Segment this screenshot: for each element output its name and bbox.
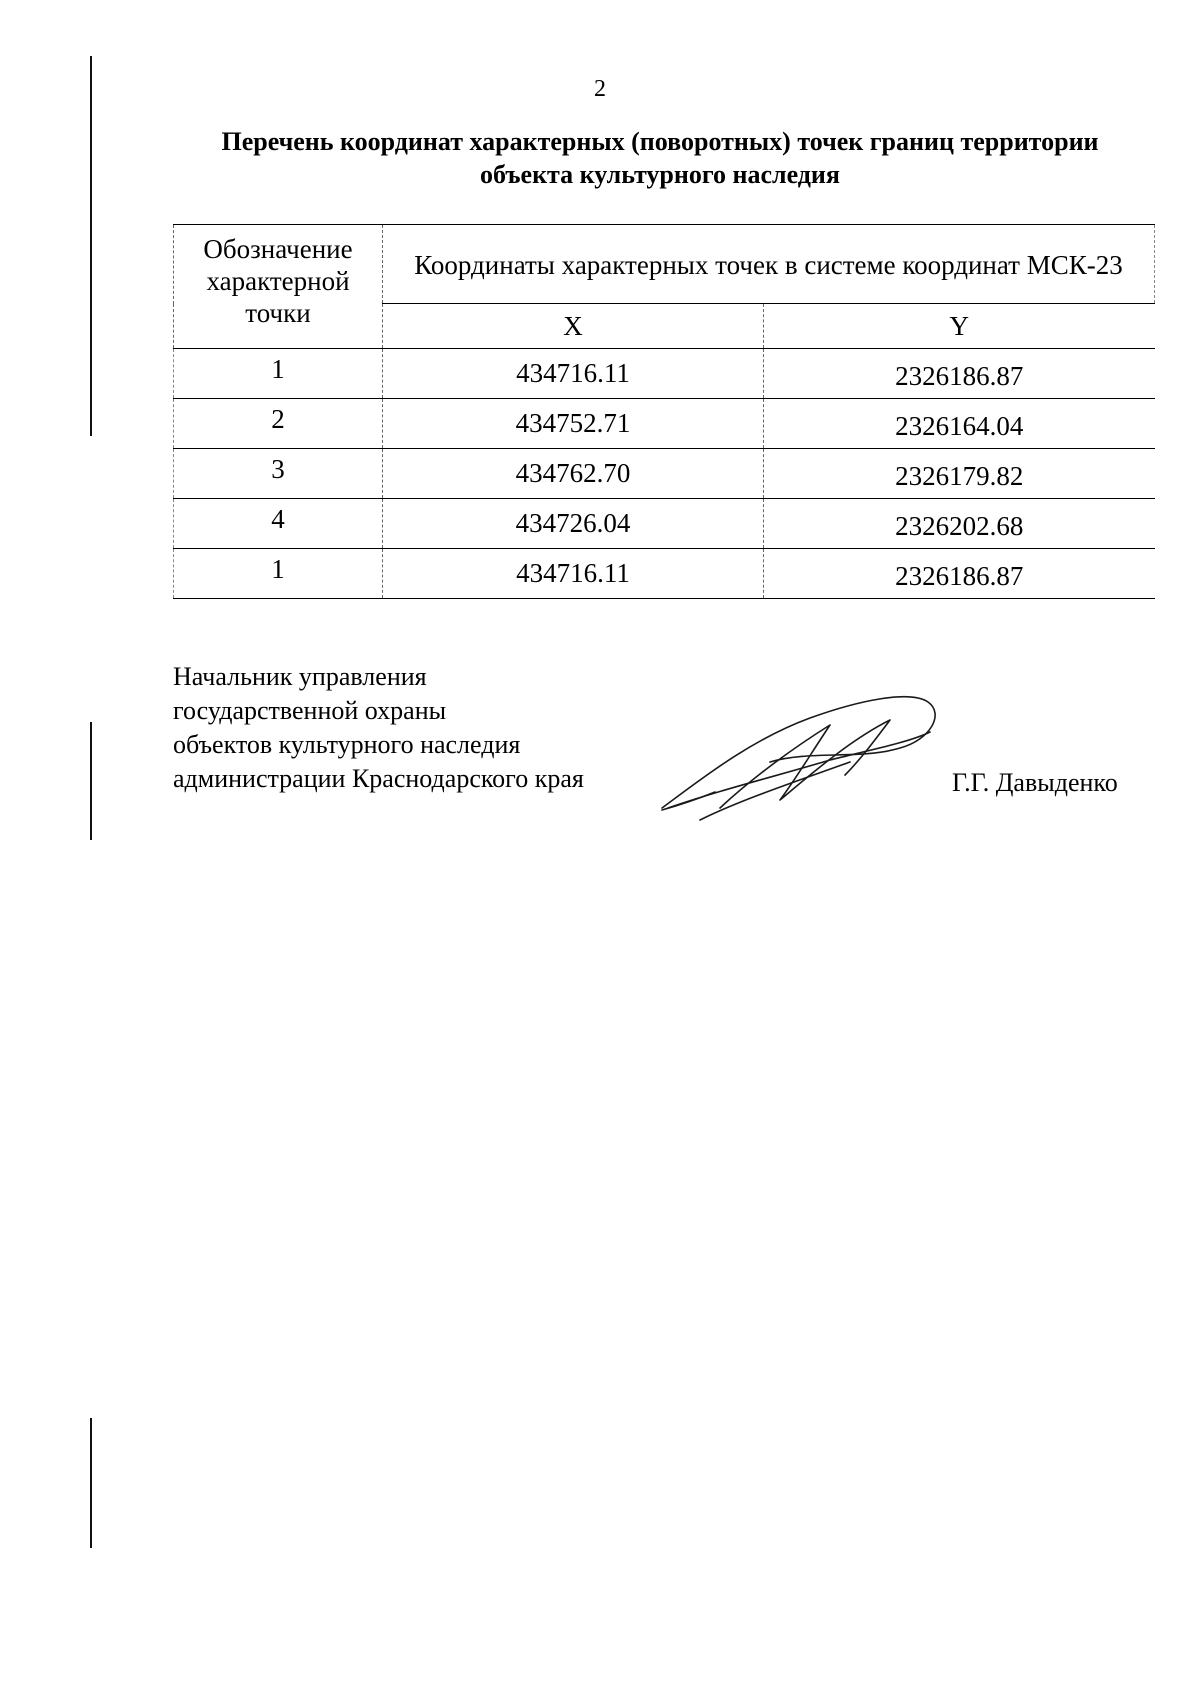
cell-x: 434752.71 (383, 399, 764, 449)
header-x: X (383, 304, 764, 349)
handwritten-signature (660, 680, 950, 830)
signer-name: Г.Г. Давыденко (952, 768, 1118, 797)
header-y: Y (764, 304, 1155, 349)
scan-margin-line (90, 722, 92, 840)
cell-y: 2326164.04 (764, 399, 1155, 449)
signatory-position (173, 660, 584, 796)
cell-x: 434716.11 (383, 549, 764, 599)
position-line: объектов культурного наследия (173, 730, 521, 759)
document-title-line-2: объекта культурного наследия (480, 159, 840, 189)
cell-y: 2326186.87 (764, 549, 1155, 599)
cell-point: 3 (174, 449, 383, 499)
cell-point: 4 (174, 499, 383, 549)
cell-y: 2326179.82 (764, 449, 1155, 499)
table-row (174, 449, 1155, 499)
scan-margin-line (90, 56, 92, 436)
position-line: государственной охраны (173, 696, 447, 725)
cell-x: 434726.04 (383, 499, 764, 549)
document-title-line-1: Перечень координат характерных (поворотных) точек границ территории (221, 127, 1099, 156)
header-point-designation: Обозначение характерной точки (174, 225, 383, 349)
position-line: Начальник управления (173, 662, 427, 691)
coordinates-table (173, 224, 1155, 599)
cell-x: 434716.11 (383, 349, 764, 399)
header-coordinate-system: Координаты характерных точек в системе координат МСК-23 (383, 225, 1155, 304)
document-title (160, 126, 1160, 191)
cell-point: 1 (174, 549, 383, 599)
cell-x: 434762.70 (383, 449, 764, 499)
cell-y: 2326202.68 (764, 499, 1155, 549)
position-line: администрации Краснодарского края (173, 764, 584, 793)
cell-y: 2326186.87 (764, 349, 1155, 399)
table-row (174, 349, 1155, 399)
scan-margin-line (90, 1418, 92, 1548)
page-number: 2 (594, 76, 606, 102)
table-row (174, 549, 1155, 599)
cell-point: 2 (174, 399, 383, 449)
cell-point: 1 (174, 349, 383, 399)
table-row (174, 499, 1155, 549)
table-row (174, 399, 1155, 449)
